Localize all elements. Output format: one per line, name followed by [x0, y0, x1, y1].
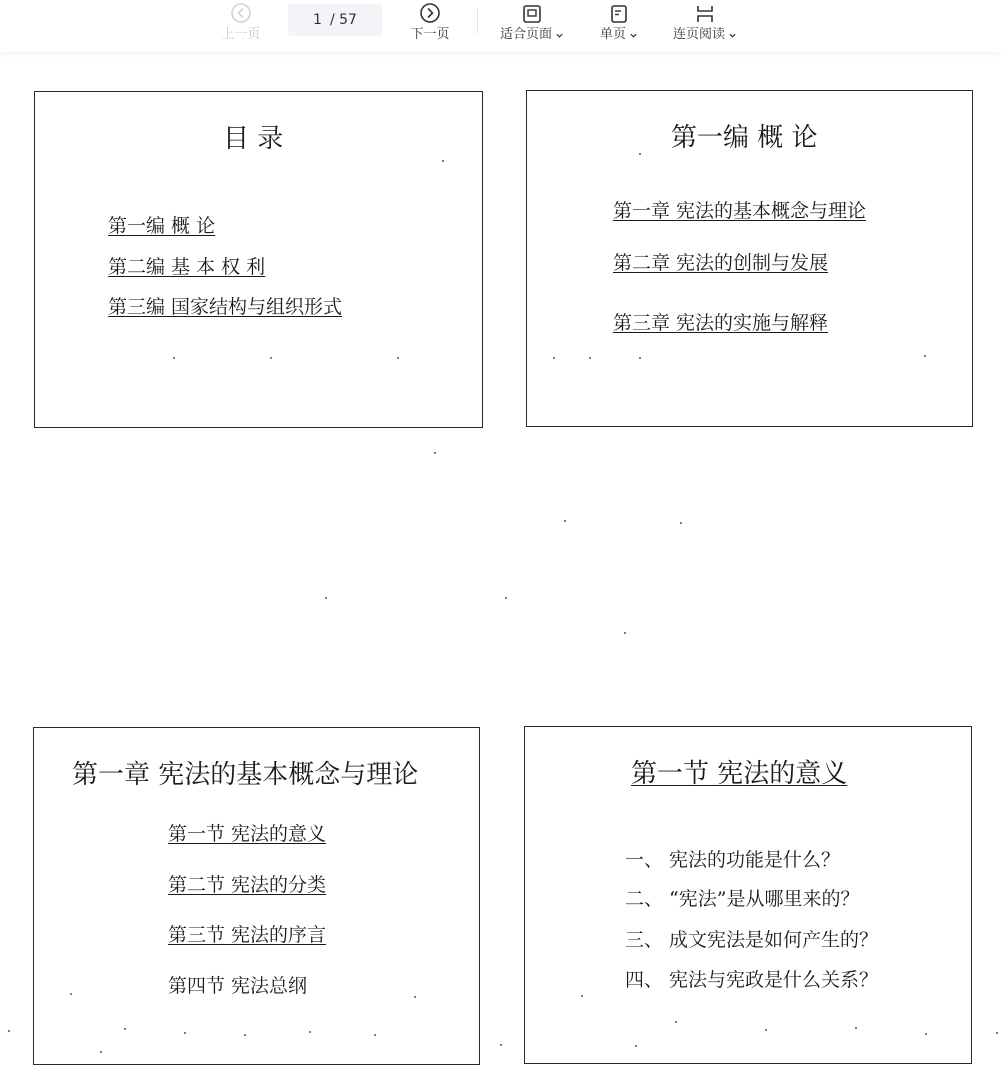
scan-speck [635, 1045, 637, 1047]
slide-section-one [524, 726, 972, 1064]
scan-speck [434, 452, 436, 454]
scan-speck [564, 520, 566, 522]
slide-part-one [526, 90, 973, 427]
slide-title: 第一节 宪法的意义 [631, 759, 848, 789]
circle-chevron-left-icon [230, 0, 252, 24]
scan-speck [100, 1051, 102, 1053]
scan-speck [442, 160, 444, 162]
scan-speck [374, 1034, 376, 1036]
slide-item: 三、 成文宪法是如何产生的？ [625, 929, 879, 951]
slide-item: 第二节 宪法的分类 [168, 874, 327, 896]
slide-item: 第三编 国家结构与组织形式 [108, 296, 343, 318]
scan-speck [8, 1030, 10, 1032]
scan-speck [244, 1034, 246, 1036]
page-current-input[interactable]: 1 [313, 12, 322, 28]
slide-item: 第四节 宪法总纲 [168, 975, 308, 997]
scan-speck [270, 357, 272, 359]
single-page-icon [609, 0, 629, 24]
scan-speck [624, 632, 626, 634]
scan-speck [855, 1027, 857, 1029]
scan-speck [924, 355, 926, 357]
scan-speck [414, 996, 416, 998]
scan-speck [639, 357, 641, 359]
chevron-down-icon [728, 31, 737, 40]
scan-speck [925, 1033, 927, 1035]
page-total: / 57 [329, 12, 357, 28]
slide-item: 第二章 宪法的创制与发展 [613, 252, 829, 274]
chevron-down-icon [555, 31, 564, 40]
circle-chevron-right-icon [419, 0, 441, 24]
next-page-label: 下一页 [410, 27, 450, 42]
slide-item: 第一节 宪法的意义 [168, 823, 327, 845]
scan-speck [675, 1021, 677, 1023]
scan-speck [325, 597, 327, 599]
reader-toolbar [0, 0, 1002, 52]
scan-speck [70, 993, 72, 995]
scan-speck [639, 153, 641, 155]
slide-item: 第一编 概 论 [108, 215, 216, 237]
slide-title: 目 录 [223, 124, 284, 154]
scan-speck [765, 1029, 767, 1031]
scan-speck [505, 597, 507, 599]
scan-speck [184, 1032, 186, 1034]
page-indicator[interactable] [288, 4, 382, 36]
scan-speck [581, 995, 583, 997]
scan-speck [589, 357, 591, 359]
prev-page-label: 上一页 [221, 27, 261, 42]
scan-speck [500, 1044, 502, 1046]
slide-contents [34, 91, 483, 428]
slide-item: 一、 宪法的功能是什么？ [625, 849, 841, 871]
continuous-reading-button[interactable] [665, 0, 745, 48]
continuous-reading-label: 连页阅读 [672, 27, 725, 42]
single-page-label: 单页 [599, 27, 626, 42]
scan-speck [309, 1031, 311, 1033]
continuous-page-icon [695, 0, 715, 24]
scan-speck [553, 357, 555, 359]
next-page-button[interactable] [403, 0, 457, 48]
scan-speck [173, 357, 175, 359]
fit-page-label: 适合页面 [499, 27, 552, 42]
slide-title: 第一章 宪法的基本概念与理论 [72, 760, 419, 790]
single-page-button[interactable] [594, 0, 644, 48]
slide-item: 四、 宪法与宪政是什么关系？ [625, 969, 879, 991]
fit-page-icon [522, 0, 542, 24]
toolbar-divider [477, 8, 478, 34]
fit-page-button[interactable] [492, 0, 572, 48]
slide-item: 第二编 基 本 权 利 [108, 256, 266, 278]
slide-item: 第一章 宪法的基本概念与理论 [613, 200, 867, 222]
scan-speck [680, 522, 682, 524]
chevron-down-icon [629, 31, 638, 40]
prev-page-button[interactable] [214, 0, 268, 48]
slide-item: 二、 “宪法”是从哪里来的？ [625, 888, 860, 910]
slide-item: 第三章 宪法的实施与解释 [613, 312, 829, 334]
slide-title: 第一编 概 论 [671, 123, 818, 153]
scan-speck [124, 1028, 126, 1030]
slide-chapter-one [33, 727, 480, 1065]
scan-speck [996, 1032, 998, 1034]
slide-item: 第三节 宪法的序言 [168, 924, 327, 946]
scan-speck [397, 357, 399, 359]
